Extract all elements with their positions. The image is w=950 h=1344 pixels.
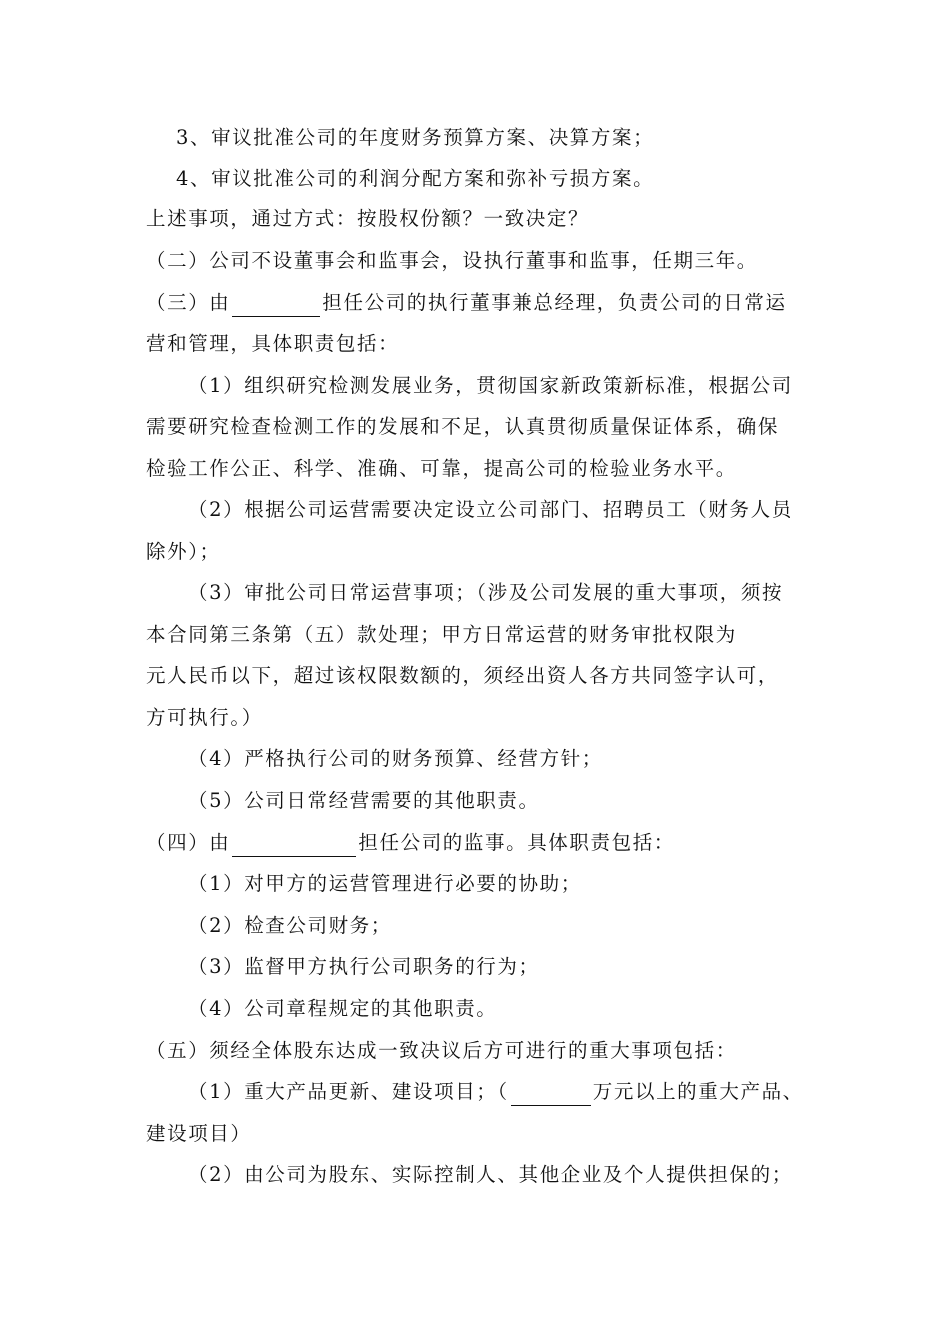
text-line: （1）组织研究检测发展业务，贯彻国家新政策新标准，根据公司 [188, 374, 793, 397]
line-suffix: 担任公司的监事。具体职责包括： [358, 831, 675, 854]
fill-in-blank [232, 294, 320, 317]
text-line: （二）公司不设董事会和监事会，设执行董事和监事，任期三年。 [146, 249, 758, 272]
text-line: （4）公司章程规定的其他职责。 [188, 997, 498, 1020]
line-suffix: 万元以上的重大产品、 [592, 1080, 804, 1103]
text-line: （4）严格执行公司的财务预算、经营方针； [188, 747, 603, 770]
text-line: 元人民币以下，超过该权限数额的，须经出资人各方共同签字认可， [146, 664, 780, 687]
text-line: （2）根据公司运营需要决定设立公司部门、招聘员工（财务人员 [188, 498, 793, 521]
line-prefix: （1）重大产品更新、建设项目；（ [188, 1080, 509, 1103]
text-line: （3）监督甲方执行公司职务的行为； [188, 955, 540, 978]
text-line: 营和管理，具体职责包括： [146, 332, 400, 355]
text-line: 本合同第三条第（五）款处理；甲方日常运营的财务审批权限为 [146, 623, 737, 646]
text-line: 4、审议批准公司的利润分配方案和弥补亏损方案。 [176, 167, 655, 190]
line-suffix: 担任公司的执行董事兼总经理，负责公司的日常运 [322, 291, 787, 314]
text-line: （五）须经全体股东达成一致决议后方可进行的重大事项包括： [146, 1039, 737, 1062]
text-line: （2）由公司为股东、实际控制人、其他企业及个人提供担保的； [188, 1163, 793, 1186]
text-line: （3）审批公司日常运营事项；（涉及公司发展的重大事项，须按 [188, 581, 784, 604]
line-prefix: （三）由 [146, 291, 231, 314]
text-line: 需要研究检查检测工作的发展和不足，认真贯彻质量保证体系，确保 [146, 415, 780, 438]
fill-in-blank [232, 834, 356, 857]
fill-in-blank [511, 1083, 591, 1106]
text-line: （5）公司日常经营需要的其他职责。 [188, 789, 540, 812]
text-line: 检验工作公正、科学、准确、可靠，提高公司的检验业务水平。 [146, 457, 737, 480]
text-line: （2）检查公司财务； [188, 914, 392, 937]
text-line: 方可执行。） [146, 706, 263, 729]
text-line-with-blank [146, 829, 675, 857]
text-line: 除外）； [146, 540, 221, 563]
line-prefix: （四）由 [146, 831, 231, 854]
text-line-with-blank [146, 289, 787, 317]
text-line: （1）对甲方的运营管理进行必要的协助； [188, 872, 582, 895]
text-line-with-blank [188, 1078, 804, 1106]
text-line: 建设项目） [146, 1122, 252, 1145]
text-line: 上述事项，通过方式：按股权份额？一致决定？ [146, 207, 590, 230]
text-line: 3、审议批准公司的年度财务预算方案、决算方案； [176, 126, 655, 149]
